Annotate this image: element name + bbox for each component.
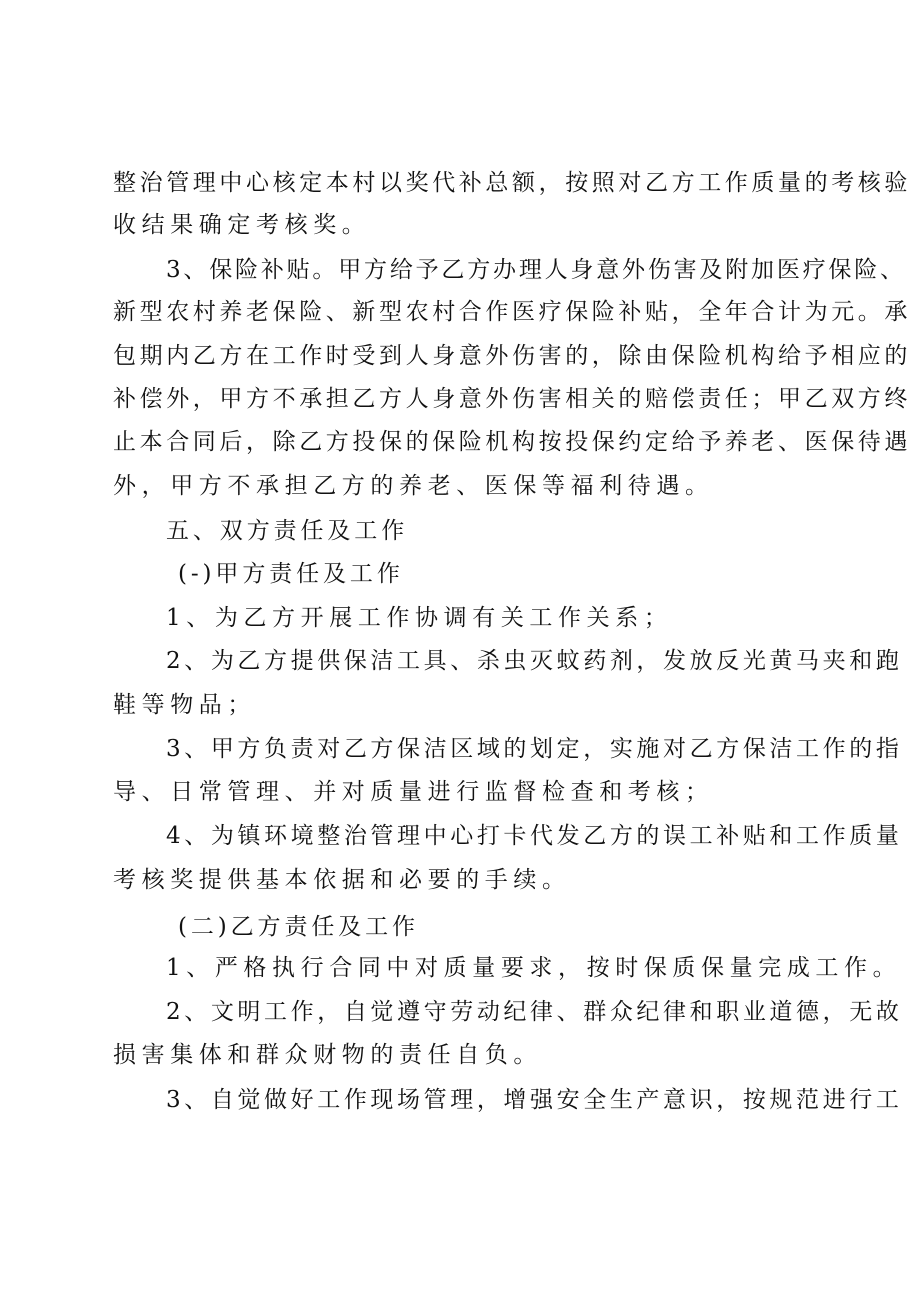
subsection-heading: (二)乙方责任及工作 bbox=[178, 914, 419, 940]
paragraph-line: 整治管理中心核定本村以奖代补总额，按照对乙方工作质量的考核验 bbox=[113, 170, 911, 196]
section-heading: 五、双方责任及工作 bbox=[166, 518, 409, 544]
list-item: 3、甲方负责对乙方保洁区域的划定，实施对乙方保洁工作的指 bbox=[166, 736, 903, 762]
list-item: 2、文明工作，自觉遵守劳动纪律、群众纪律和职业道德，无故 bbox=[166, 999, 903, 1025]
list-item: 1、为乙方开展工作协调有关工作关系； bbox=[166, 605, 673, 631]
list-item-continuation: 鞋等物品； bbox=[113, 692, 256, 718]
paragraph-line: 外，甲方不承担乙方的养老、医保等福利待遇。 bbox=[113, 473, 714, 499]
paragraph-line: 补偿外，甲方不承担乙方人身意外伤害相关的赔偿责任；甲乙双方终 bbox=[113, 386, 911, 412]
subsection-heading: (-)甲方责任及工作 bbox=[178, 561, 404, 587]
list-item: 1、严格执行合同中对质量要求，按时保质保量完成工作。 bbox=[166, 955, 902, 981]
list-item-continuation: 考核奖提供基本依据和必要的手续。 bbox=[113, 867, 571, 893]
list-item-continuation: 损害集体和群众财物的责任自负。 bbox=[113, 1042, 542, 1068]
paragraph-line: 收结果确定考核奖。 bbox=[113, 212, 371, 238]
list-item: 4、为镇环境整治管理中心打卡代发乙方的误工补贴和工作质量 bbox=[166, 823, 903, 849]
list-item: 3、自觉做好工作现场管理，增强安全生产意识，按规范进行工 bbox=[166, 1087, 903, 1113]
list-item: 2、为乙方提供保洁工具、杀虫灭蚊药剂，发放反光黄马夹和跑 bbox=[166, 648, 903, 674]
list-item-continuation: 导、日常管理、并对质量进行监督检查和考核； bbox=[113, 779, 714, 805]
paragraph-line: 止本合同后，除乙方投保的保险机构按投保约定给予养老、医保待遇 bbox=[113, 429, 911, 455]
paragraph-line: 包期内乙方在工作时受到人身意外伤害的，除由保险机构给予相应的 bbox=[113, 343, 911, 369]
paragraph-line: 3、保险补贴。甲方给予乙方办理人身意外伤害及附加医疗保险、 bbox=[166, 257, 906, 283]
paragraph-line: 新型农村养老保险、新型农村合作医疗保险补贴，全年合计为元。承 bbox=[113, 299, 911, 325]
